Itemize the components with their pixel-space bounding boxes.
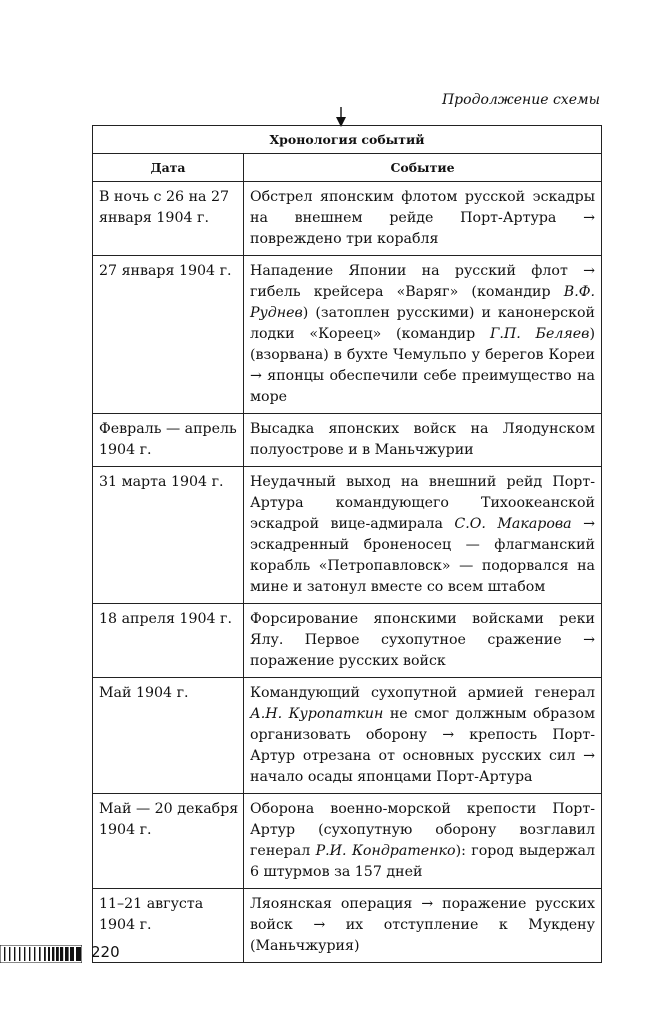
event-cell xyxy=(244,414,602,467)
event-cell xyxy=(244,182,602,256)
down-arrow-icon xyxy=(334,107,348,127)
event-text: Обстрел японским флотом русской эскадры на внешнем рейде Порт-Артура → повреждено три корабля xyxy=(250,189,595,247)
person-name: Р.И. Кондратенко xyxy=(315,843,456,859)
event-text: Оборона военно-морской крепости Порт-Артур (сухопутную оборону возглавил генерал xyxy=(250,801,595,859)
table-row xyxy=(93,467,602,604)
event-text: Высадка японских войск на Ляодунском полуострове и в Маньчжурии xyxy=(250,421,595,458)
table-row xyxy=(93,604,602,678)
table-row xyxy=(93,678,602,794)
chronology-table xyxy=(92,125,602,963)
table-title-row xyxy=(93,126,602,154)
table-row xyxy=(93,414,602,467)
date-cell: В ночь с 26 на 27 января 1904 г. xyxy=(93,182,244,256)
table-body xyxy=(93,182,602,963)
event-cell xyxy=(244,467,602,604)
event-text: ) (взорвана) в бухте Чемульпо у берегов Кореи → японцы обеспечили себе преимущество на море xyxy=(250,326,595,405)
person-name: В.Ф. Руднев xyxy=(250,284,595,321)
table-title: Хронология событий xyxy=(93,126,602,154)
person-name: С.О. Макарова xyxy=(454,516,572,532)
table-header-row xyxy=(93,154,602,182)
barcode-decoration xyxy=(0,945,82,963)
date-cell: Май — 20 декабря 1904 г. xyxy=(93,794,244,889)
event-text: ) (затоплен русскими) и канонерской лодки «Кореец» (командир xyxy=(250,305,595,342)
event-cell xyxy=(244,604,602,678)
date-cell: 18 апреля 1904 г. xyxy=(93,604,244,678)
event-text: не смог должным образом организовать оборону → крепость Порт-Артур отрезана от основных русских сил → начало осады японцами Порт-Артура xyxy=(250,706,595,785)
date-cell: 31 марта 1904 г. xyxy=(93,467,244,604)
event-text: → эскадренный броненосец — флагманский корабль «Петропавловск» — подорвался на мине и затонул вместе со всем штабом xyxy=(250,516,595,595)
event-text: Неудачный выход на внешний рейд Порт-Артура командующего Тихоокеанской эскадрой вице-адмирала xyxy=(250,474,595,532)
event-cell xyxy=(244,794,602,889)
date-cell: Февраль — апрель 1904 г. xyxy=(93,414,244,467)
date-cell: 11–21 августа 1904 г. xyxy=(93,889,244,963)
column-header-date: Дата xyxy=(93,154,244,182)
table-row xyxy=(93,182,602,256)
event-cell xyxy=(244,889,602,963)
person-name: А.Н. Куропаткин xyxy=(250,706,384,722)
date-cell: 27 января 1904 г. xyxy=(93,256,244,414)
event-text: Форсирование японскими войсками реки Ялу. Первое сухопутное сражение → поражение русских войск xyxy=(250,611,595,669)
event-text: ): город выдержал 6 штурмов за 157 дней xyxy=(250,843,595,880)
event-text: Ляоянская операция → поражение русских войск → их отступление к Мукдену (Маньчжурия) xyxy=(250,896,595,954)
page-number: 220 xyxy=(91,943,120,961)
column-header-event: Событие xyxy=(244,154,602,182)
event-text: Командующий сухопутной армией генерал xyxy=(250,685,595,701)
table-row xyxy=(93,256,602,414)
table-row xyxy=(93,794,602,889)
event-text: Нападение Японии на русский флот → гибель крейсера «Варяг» (командир xyxy=(250,263,595,300)
event-cell xyxy=(244,256,602,414)
table-row xyxy=(93,889,602,963)
date-cell: Май 1904 г. xyxy=(93,678,244,794)
caption-continuation: Продолжение схемы xyxy=(441,92,600,108)
event-cell xyxy=(244,678,602,794)
person-name: Г.П. Беляев xyxy=(489,326,590,342)
